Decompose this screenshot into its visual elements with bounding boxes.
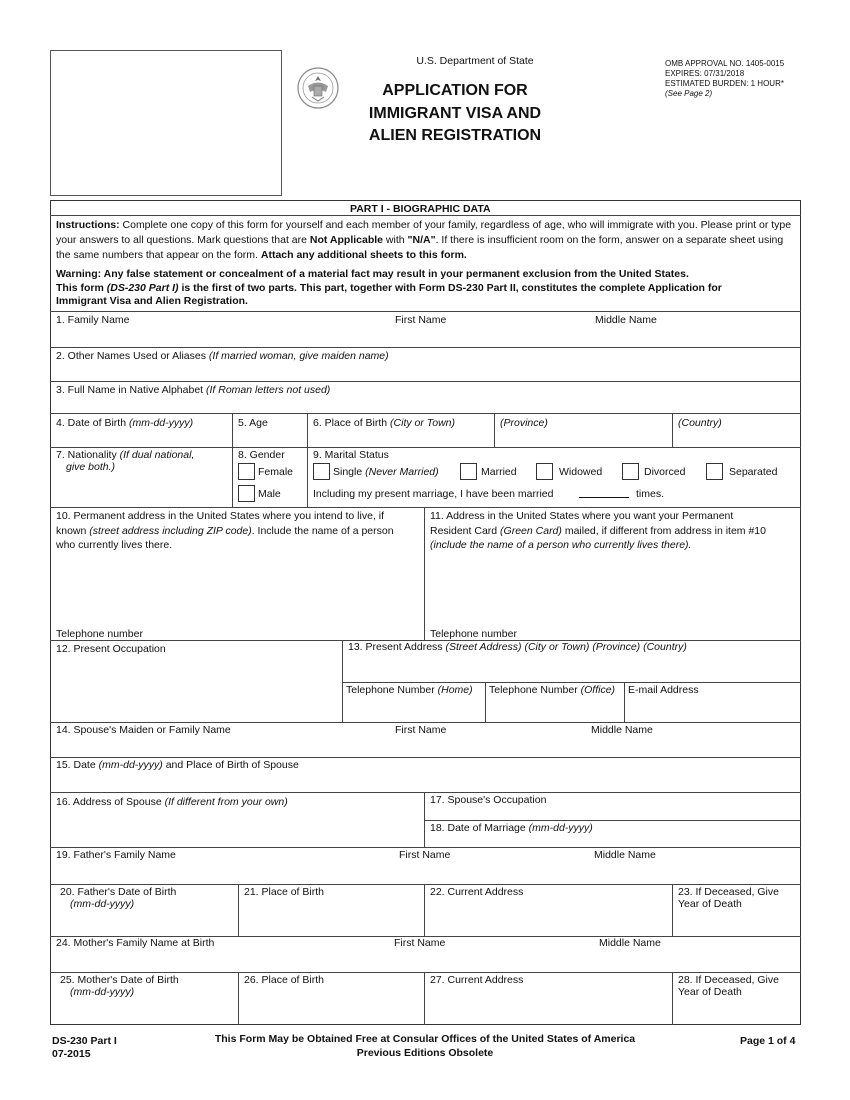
divider: [50, 792, 801, 793]
spouse-address-label: 16. Address of Spouse (If different from your own): [56, 796, 288, 808]
divider: [50, 757, 801, 758]
middle-name-label: Middle Name: [594, 849, 656, 861]
footer-notice-line: Previous Editions Obsolete: [356, 1047, 494, 1059]
omb-burden: ESTIMATED BURDEN: 1 HOUR*: [665, 79, 784, 88]
form-id: [52, 1035, 117, 1061]
department-name: U.S. Department of State: [416, 55, 534, 67]
divider: [424, 507, 425, 640]
spouse-occupation-label: 17. Spouse's Occupation: [430, 794, 547, 806]
father-name-label: 19. Father's Family Name: [56, 849, 176, 861]
divider: [50, 413, 801, 414]
father-address-label: 22. Current Address: [430, 886, 524, 898]
omb-approval-block: [665, 59, 784, 99]
divider: [672, 413, 673, 447]
father-dob-format: (mm-dd-yyyy): [70, 898, 135, 910]
father-birthplace-label: 21. Place of Birth: [244, 886, 324, 898]
present-occupation-label: 12. Present Occupation: [56, 643, 166, 655]
instructions-text: Instructions: Complete one copy of this form for yourself and each member of your family, regardless of age, who will immigrate with you. Please print or type your answers to all questions. Mark questions that are Not Applicable with "N/A". If there is insufficient room on the form, answer on a separate sheet using the same numbers that appear on the form. Attach any additional sheets to this form.: [56, 219, 792, 261]
permanent-address-label: 10. Permanent address in the United States where you intend to live, if: [56, 510, 385, 522]
times-married-label: Including my present marriage, I have been married: [313, 488, 554, 500]
male-label: Male: [258, 488, 281, 500]
divider: [50, 847, 801, 848]
omb-approval-number: OMB APPROVAL NO. 1405-0015: [665, 59, 785, 68]
widowed-checkbox[interactable]: [536, 463, 553, 480]
divider: [672, 972, 673, 1025]
divider: [624, 682, 625, 722]
marital-status-label: 9. Marital Status: [313, 449, 389, 461]
form-title: [330, 80, 580, 148]
mother-death-label: 28. If Deceased, Give: [678, 974, 779, 986]
permanent-address-label-2: known (street address including ZIP code). Include the name of a person: [56, 525, 394, 537]
single-label: Single (Never Married): [333, 466, 439, 478]
widowed-label: Widowed: [559, 466, 603, 478]
divider: [50, 381, 801, 382]
times-married-field[interactable]: [579, 497, 629, 498]
separated-checkbox[interactable]: [706, 463, 723, 480]
female-checkbox[interactable]: [238, 463, 255, 480]
mother-dob-label: 25. Mother's Date of Birth: [60, 974, 179, 986]
mother-address-label: 27. Current Address: [430, 974, 524, 986]
first-name-label: First Name: [395, 724, 447, 736]
mailing-address-label-2: Resident Card (Green Card) mailed, if different from address in item #10: [430, 525, 766, 537]
nationality-label: 7. Nationality (If dual national,: [56, 449, 195, 461]
middle-name-label: Middle Name: [591, 724, 653, 736]
divider: [494, 413, 495, 447]
father-death-label-2: Year of Death: [678, 898, 742, 910]
father-death-label: 23. If Deceased, Give: [678, 886, 779, 898]
divider: [424, 820, 801, 821]
divider: [50, 507, 801, 508]
age-label: 5. Age: [238, 417, 268, 429]
divider: [50, 311, 801, 312]
family-name-label: 1. Family Name: [56, 314, 130, 326]
divider: [232, 413, 233, 507]
married-label: Married: [481, 466, 517, 478]
separated-label: Separated: [729, 466, 778, 478]
divider: [50, 347, 801, 348]
divider: [672, 884, 673, 936]
date-of-birth-label: 4. Date of Birth (mm-dd-yyyy): [56, 417, 194, 429]
divider: [342, 682, 801, 683]
telephone-office-label: Telephone Number (Office): [489, 684, 616, 696]
footer-notice-line: This Form May be Obtained Free at Consular Offices of the United States of America: [214, 1033, 636, 1045]
mother-birthplace-label: 26. Place of Birth: [244, 974, 324, 986]
spouse-birth-label: 15. Date (mm-dd-yyyy) and Place of Birth of Spouse: [56, 759, 299, 771]
divider: [342, 640, 343, 722]
omb-see-page: (See Page 2): [665, 89, 713, 98]
first-name-label: First Name: [399, 849, 451, 861]
date-of-marriage-label: 18. Date of Marriage (mm-dd-yyyy): [430, 822, 593, 834]
nationality-label-cont: give both.): [66, 461, 116, 473]
divider: [50, 447, 801, 448]
country-label: (Country): [678, 417, 722, 429]
telephone-home-label: Telephone Number (Home): [346, 684, 473, 696]
gender-label: 8. Gender: [238, 449, 285, 461]
omb-expires: EXPIRES: 07/31/2018: [665, 69, 745, 78]
female-label: Female: [258, 466, 294, 478]
mother-name-label: 24. Mother's Family Name at Birth: [56, 937, 215, 949]
divider: [50, 884, 801, 885]
mailing-address-label-3: (include the name of a person who currently lives there).: [430, 539, 692, 551]
form-title-line: ALIEN REGISTRATION: [368, 127, 542, 144]
male-checkbox[interactable]: [238, 485, 255, 502]
permanent-address-label-3: who currently lives there.: [56, 539, 173, 551]
divider: [485, 682, 486, 722]
footer-notice: [180, 1032, 670, 1060]
photo-box: [50, 50, 282, 196]
place-of-birth-label: 6. Place of Birth (City or Town): [313, 417, 456, 429]
divider: [424, 884, 425, 936]
telephone-number-label: Telephone number: [430, 628, 517, 640]
native-alphabet-label: 3. Full Name in Native Alphabet (If Roman letters not used): [56, 384, 331, 396]
times-label: times.: [636, 488, 665, 500]
mailing-address-label: 11. Address in the United States where you want your Permanent: [430, 510, 734, 522]
other-names-label: 2. Other Names Used or Aliases (If married woman, give maiden name): [56, 350, 389, 362]
part-title: PART I - BIOGRAPHIC DATA: [350, 203, 491, 215]
divider: [238, 884, 239, 936]
single-checkbox[interactable]: [313, 463, 330, 480]
form-title-line: IMMIGRANT VISA AND: [368, 104, 542, 122]
present-address-label: 13. Present Address (Street Address) (City or Town) (Province) (Country): [348, 641, 687, 653]
divider: [424, 972, 425, 1025]
first-name-label: First Name: [395, 314, 447, 326]
middle-name-label: Middle Name: [599, 937, 661, 949]
province-label: (Province): [500, 417, 548, 429]
telephone-number-label: Telephone number: [56, 628, 143, 640]
page-number: Page 1 of 4: [740, 1035, 796, 1047]
email-label: E-mail Address: [628, 684, 699, 696]
divider: [238, 972, 239, 1025]
divorced-label: Divorced: [644, 466, 686, 478]
divider: [50, 215, 801, 216]
first-name-label: First Name: [394, 937, 446, 949]
warning-text: Warning: Any false statement or concealment of a material fact may result in your permanent exclusion from the United States. This form (DS-230 Part I) is the first of two parts. This part, together with Form DS-230 Part II, constitutes the complete Application for Immigrant Visa and Alien Registration.: [56, 268, 722, 307]
married-checkbox[interactable]: [460, 463, 477, 480]
mother-death-label-2: Year of Death: [678, 986, 742, 998]
mother-dob-format: (mm-dd-yyyy): [70, 986, 135, 998]
divider: [50, 722, 801, 723]
divider: [307, 413, 308, 507]
middle-name-label: Middle Name: [595, 314, 657, 326]
father-dob-label: 20. Father's Date of Birth: [60, 886, 177, 898]
spouse-name-label: 14. Spouse's Maiden or Family Name: [56, 724, 231, 736]
form-title-line: APPLICATION FOR: [382, 82, 528, 99]
divorced-checkbox[interactable]: [622, 463, 639, 480]
form-number: DS-230 Part I: [52, 1035, 117, 1047]
form-date: 07-2015: [52, 1048, 91, 1060]
divider: [50, 972, 801, 973]
